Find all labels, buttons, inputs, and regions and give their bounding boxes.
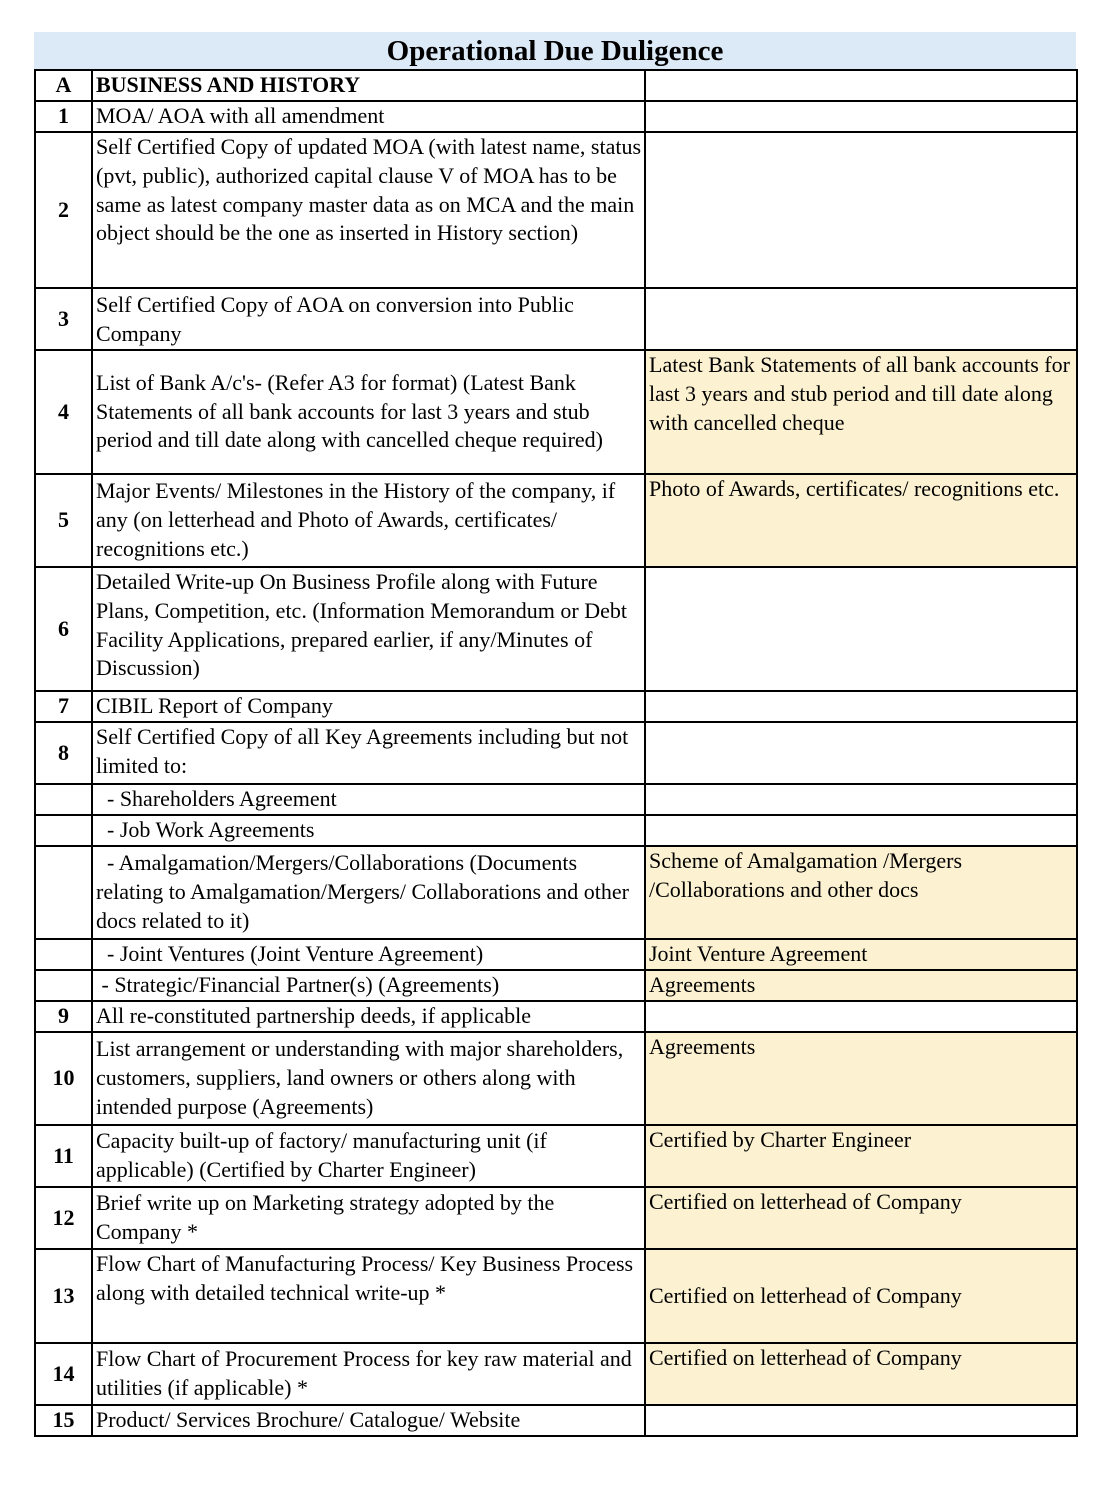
row-item: - Job Work Agreements bbox=[92, 815, 645, 846]
table-row bbox=[35, 691, 1077, 722]
row-note bbox=[645, 691, 1077, 722]
table-row bbox=[35, 939, 1077, 970]
row-note bbox=[645, 567, 1077, 691]
table-row bbox=[35, 722, 1077, 784]
table-row bbox=[35, 784, 1077, 815]
row-number: 9 bbox=[35, 1001, 92, 1032]
row-item: Major Events/ Milestones in the History of the company, if any (on letterhead and Photo of Awards, certificates/ recognitions etc.) bbox=[92, 474, 645, 567]
row-item: List of Bank A/c's- (Refer A3 for format) (Latest Bank Statements of all bank accounts for last 3 years and stub period and till date along with cancelled cheque required) bbox=[92, 350, 645, 474]
row-note: Latest Bank Statements of all bank accounts for last 3 years and stub period and till date along with cancelled cheque bbox=[645, 350, 1077, 474]
row-number bbox=[35, 846, 92, 939]
table-row bbox=[35, 474, 1077, 567]
row-number: 15 bbox=[35, 1405, 92, 1436]
row-item: Self Certified Copy of all Key Agreements including but not limited to: bbox=[92, 722, 645, 784]
row-number: 11 bbox=[35, 1125, 92, 1187]
checklist-table bbox=[34, 69, 1078, 1437]
row-item: Flow Chart of Procurement Process for key raw material and utilities (if applicable) * bbox=[92, 1343, 645, 1405]
table-row bbox=[35, 1001, 1077, 1032]
row-item: Brief write up on Marketing strategy adopted by the Company * bbox=[92, 1187, 645, 1249]
table-row bbox=[35, 350, 1077, 474]
row-item: - Strategic/Financial Partner(s) (Agreements) bbox=[92, 970, 645, 1001]
table-row bbox=[35, 1249, 1077, 1343]
row-note bbox=[645, 101, 1077, 132]
table-row bbox=[35, 1032, 1077, 1125]
table-row bbox=[35, 1187, 1077, 1249]
section-header-row bbox=[35, 70, 1077, 101]
table-row bbox=[35, 815, 1077, 846]
row-item: Detailed Write-up On Business Profile along with Future Plans, Competition, etc. (Information Memorandum or Debt Facility Applications, prepared earlier, if any/Minutes of Discussion) bbox=[92, 567, 645, 691]
row-number: 13 bbox=[35, 1249, 92, 1343]
row-item: - Amalgamation/Mergers/Collaborations (Documents relating to Amalgamation/Mergers/ Collaborations and other docs related to it) bbox=[92, 846, 645, 939]
table-row bbox=[35, 288, 1077, 350]
row-note: Certified on letterhead of Company bbox=[645, 1187, 1077, 1249]
section-note bbox=[645, 70, 1077, 101]
row-note: Certified on letterhead of Company bbox=[645, 1343, 1077, 1405]
row-note: Joint Venture Agreement bbox=[645, 939, 1077, 970]
sheet-title: Operational Due Duligence bbox=[34, 32, 1076, 69]
row-note: Certified by Charter Engineer bbox=[645, 1125, 1077, 1187]
row-note bbox=[645, 1405, 1077, 1436]
row-item: Self Certified Copy of AOA on conversion into Public Company bbox=[92, 288, 645, 350]
table-row bbox=[35, 970, 1077, 1001]
table-row bbox=[35, 1343, 1077, 1405]
row-item: Capacity built-up of factory/ manufacturing unit (if applicable) (Certified by Charter Engineer) bbox=[92, 1125, 645, 1187]
table-row bbox=[35, 1405, 1077, 1436]
row-number: 2 bbox=[35, 132, 92, 288]
row-number: 7 bbox=[35, 691, 92, 722]
row-number: 8 bbox=[35, 722, 92, 784]
due-diligence-sheet bbox=[34, 32, 1076, 1437]
row-note: Agreements bbox=[645, 970, 1077, 1001]
row-number: 14 bbox=[35, 1343, 92, 1405]
row-number: 4 bbox=[35, 350, 92, 474]
table-row bbox=[35, 846, 1077, 939]
row-number: 1 bbox=[35, 101, 92, 132]
section-label: BUSINESS AND HISTORY bbox=[92, 70, 645, 101]
table-row bbox=[35, 101, 1077, 132]
row-item: - Joint Ventures (Joint Venture Agreement) bbox=[92, 939, 645, 970]
row-number bbox=[35, 815, 92, 846]
row-note: Certified on letterhead of Company bbox=[645, 1249, 1077, 1343]
section-code: A bbox=[35, 70, 92, 101]
row-item: - Shareholders Agreement bbox=[92, 784, 645, 815]
row-note: Photo of Awards, certificates/ recognitions etc. bbox=[645, 474, 1077, 567]
row-number: 12 bbox=[35, 1187, 92, 1249]
row-item: MOA/ AOA with all amendment bbox=[92, 101, 645, 132]
row-note bbox=[645, 722, 1077, 784]
row-item: All re-constituted partnership deeds, if applicable bbox=[92, 1001, 645, 1032]
row-number bbox=[35, 970, 92, 1001]
row-number: 3 bbox=[35, 288, 92, 350]
row-number: 6 bbox=[35, 567, 92, 691]
row-note bbox=[645, 288, 1077, 350]
row-note: Scheme of Amalgamation /Mergers /Collaborations and other docs bbox=[645, 846, 1077, 939]
row-note bbox=[645, 784, 1077, 815]
row-note bbox=[645, 815, 1077, 846]
row-item: CIBIL Report of Company bbox=[92, 691, 645, 722]
table-row bbox=[35, 132, 1077, 288]
row-number: 5 bbox=[35, 474, 92, 567]
table-row bbox=[35, 567, 1077, 691]
row-item: Self Certified Copy of updated MOA (with latest name, status (pvt, public), authorized capital clause V of MOA has to be same as latest company master data as on MCA and the main object should be the one as inserted in History section) bbox=[92, 132, 645, 288]
row-number bbox=[35, 939, 92, 970]
row-number bbox=[35, 784, 92, 815]
row-note: Agreements bbox=[645, 1032, 1077, 1125]
row-item: Product/ Services Brochure/ Catalogue/ Website bbox=[92, 1405, 645, 1436]
row-note bbox=[645, 1001, 1077, 1032]
row-note bbox=[645, 132, 1077, 288]
row-number: 10 bbox=[35, 1032, 92, 1125]
table-row bbox=[35, 1125, 1077, 1187]
row-item: Flow Chart of Manufacturing Process/ Key Business Process along with detailed technical write-up * bbox=[92, 1249, 645, 1343]
row-item: List arrangement or understanding with major shareholders, customers, suppliers, land owners or others along with intended purpose (Agreements) bbox=[92, 1032, 645, 1125]
